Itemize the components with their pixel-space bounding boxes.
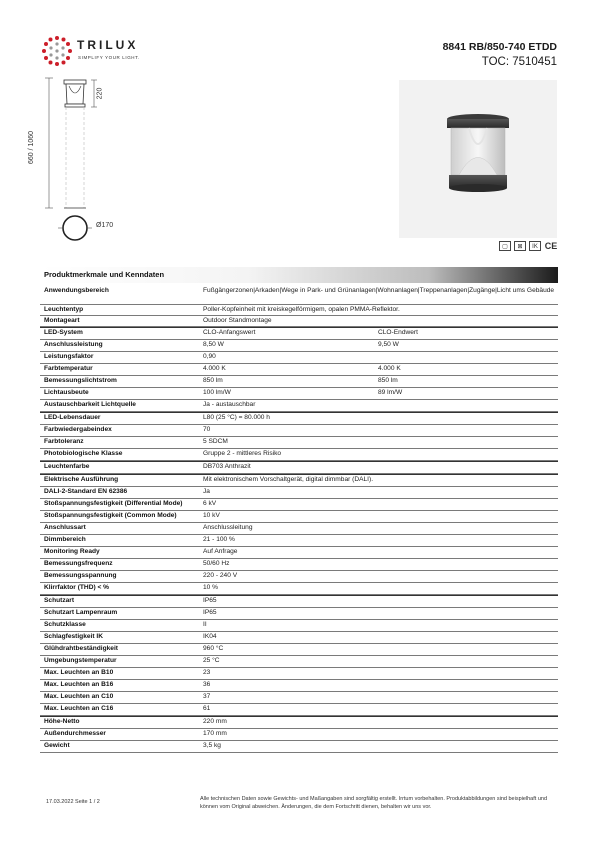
table-row — [40, 340, 558, 352]
row-value: DB703 Anthrazit — [203, 463, 251, 470]
row-label: Austauschbarkeit Lichtquelle — [44, 401, 136, 408]
table-row — [40, 511, 558, 523]
table-row — [40, 704, 558, 716]
brand-tagline: SIMPLIFY YOUR LIGHT. — [78, 55, 140, 60]
row-value: Ja — [203, 488, 210, 495]
table-row — [40, 656, 558, 668]
footer-disclaimer: Alle technischen Daten sowie Gewichts- und Maßangaben sind sorgfältig erstellt. Irrtum vorbehalten. Produktabbildungen sind beispielhaft und können vom Original abweichen. Änderungen, die dem Fortschritt dienen, behalten wir uns vor. — [200, 796, 548, 810]
table-row — [40, 412, 558, 425]
footer-date-page: 17.03.2022 Seite 1 / 2 — [46, 799, 100, 805]
row-value: 8,50 W — [203, 341, 224, 348]
row-label: Monitoring Ready — [44, 548, 100, 555]
row-label: Außendurchmesser — [44, 730, 106, 737]
row-value: Mit elektronischem Vorschaltgerät, digital dimmbar (DALI). — [203, 476, 374, 483]
row-label: Lichtausbeute — [44, 389, 89, 396]
row-label: Max. Leuchten an C10 — [44, 693, 114, 700]
row-label: Anschlussart — [44, 524, 86, 531]
table-row — [40, 474, 558, 487]
row-label: Leistungsfaktor — [44, 353, 94, 360]
row-label: Glühdrahtbeständigkeit — [44, 645, 119, 652]
row-value: 4.000 K — [203, 365, 226, 372]
table-row — [40, 461, 558, 474]
row-value: 220 mm — [203, 718, 227, 725]
row-label: Bemessungslichtstrom — [44, 377, 117, 384]
class-ii-icon: ▢ — [499, 241, 511, 251]
product-photo — [399, 80, 557, 238]
row-value: CLO-Anfangswert — [203, 329, 256, 336]
row-label: Stoßspannungsfestigkeit (Differential Mode) — [44, 500, 183, 507]
table-row — [40, 692, 558, 704]
row-value: 960 °C — [203, 645, 224, 652]
table-row — [40, 499, 558, 511]
row-label: LED-Lebensdauer — [44, 414, 101, 421]
row-value: 220 - 240 V — [203, 572, 238, 579]
row-value: L80 (25 °C) = 80.000 h — [203, 414, 270, 421]
row-label: Elektrische Ausführung — [44, 476, 119, 483]
row-label: Stoßspannungsfestigkeit (Common Mode) — [44, 512, 177, 519]
table-row — [40, 425, 558, 437]
row-value-secondary: CLO-Endwert — [378, 329, 418, 336]
row-label: Umgebungstemperatur — [44, 657, 117, 664]
table-row — [40, 305, 558, 316]
row-value: IK04 — [203, 633, 217, 640]
row-label: Farbtemperatur — [44, 365, 93, 372]
row-value: IP65 — [203, 609, 217, 616]
row-label: Farbwiedergabeindex — [44, 426, 112, 433]
bollard-head-image — [399, 80, 557, 238]
table-row — [40, 716, 558, 729]
row-value: Auf Anfrage — [203, 548, 238, 555]
row-label: Schlagfestigkeit IK — [44, 633, 103, 640]
row-value: 61 — [203, 705, 211, 712]
trilux-logo — [40, 34, 160, 70]
row-label: Höhe-Netto — [44, 718, 80, 725]
row-label: Anschlussleistung — [44, 341, 103, 348]
table-row — [40, 286, 558, 305]
row-value: 25 °C — [203, 657, 220, 664]
row-label: Schutzart — [44, 597, 75, 604]
row-value: Fußgängerzonen|Arkaden|Wege in Park- und Grünanlagen|Wohnanlagen|Treppenanlagen|Zugänge|Licht ums Gebäude — [203, 287, 555, 294]
row-value-secondary: 850 lm — [378, 377, 398, 384]
table-row — [40, 547, 558, 559]
row-label: Anwendungsbereich — [44, 287, 109, 294]
row-label: Leuchtentyp — [44, 306, 84, 313]
row-value: 37 — [203, 693, 211, 700]
row-label: Schutzklasse — [44, 621, 86, 628]
ik-icon: IK — [529, 241, 541, 251]
row-value: 70 — [203, 426, 211, 433]
table-row — [40, 327, 558, 340]
no-rubbish-icon: ⊠ — [514, 241, 526, 251]
row-value: 36 — [203, 681, 211, 688]
row-value: Gruppe 2 - mittleres Risiko — [203, 450, 282, 457]
row-label: Dimmbereich — [44, 536, 86, 543]
table-row — [40, 376, 558, 388]
table-row — [40, 571, 558, 583]
row-label: Max. Leuchten an B16 — [44, 681, 114, 688]
dimension-drawing-svg — [28, 76, 138, 246]
table-row — [40, 583, 558, 595]
row-value: Anschlussleitung — [203, 524, 253, 531]
row-value: 0,90 — [203, 353, 216, 360]
row-label: LED-System — [44, 329, 83, 336]
table-row — [40, 729, 558, 741]
row-label: Farbtoleranz — [44, 438, 84, 445]
row-value: 100 lm/W — [203, 389, 231, 396]
row-label: Bemessungsfrequenz — [44, 560, 113, 567]
dim-height-top-label: 220 — [96, 87, 104, 100]
row-value: Outdoor Standmontage — [203, 317, 272, 324]
row-value-secondary: 4.000 K — [378, 365, 401, 372]
table-row — [40, 644, 558, 656]
table-row — [40, 523, 558, 535]
row-label: Photobiologische Klasse — [44, 450, 123, 457]
row-value: 6 kV — [203, 500, 217, 507]
row-label: Schutzart Lampenraum — [44, 609, 118, 616]
table-row — [40, 608, 558, 620]
table-row — [40, 400, 558, 412]
row-value-secondary: 9,50 W — [378, 341, 399, 348]
row-value: 3,5 kg — [203, 742, 221, 749]
row-value: II — [203, 621, 207, 628]
table-row — [40, 632, 558, 644]
row-label: DALI-2-Standard EN 62386 — [44, 488, 128, 495]
spec-table — [40, 286, 558, 753]
table-row — [40, 680, 558, 692]
table-row — [40, 559, 558, 571]
row-label: Leuchtenfarbe — [44, 463, 90, 470]
table-row — [40, 437, 558, 449]
table-row — [40, 388, 558, 400]
table-row — [40, 535, 558, 547]
row-label: Max. Leuchten an C16 — [44, 705, 114, 712]
row-label: Bemessungsspannung — [44, 572, 117, 579]
brand-name: TRILUX — [77, 38, 139, 52]
table-row — [40, 364, 558, 376]
row-value: IP65 — [203, 597, 217, 604]
toc-number: TOC: 7510451 — [481, 56, 557, 68]
row-value-secondary: 89 lm/W — [378, 389, 403, 396]
row-label: Max. Leuchten an B10 — [44, 669, 114, 676]
table-row — [40, 449, 558, 461]
row-value: 23 — [203, 669, 211, 676]
section-header — [40, 267, 558, 283]
row-value: Poller-Kopfeinheit mit kreiskegelförmigem, opalen PMMA-Reflektor. — [203, 306, 400, 313]
row-value: 21 - 100 % — [203, 536, 235, 543]
table-row — [40, 352, 558, 364]
row-value: 850 lm — [203, 377, 223, 384]
row-label: Montageart — [44, 317, 80, 324]
product-code: 8841 RB/850-740 ETDD — [442, 41, 557, 53]
table-row — [40, 668, 558, 680]
dim-height-total-label: 660 / 1060 — [28, 130, 36, 165]
row-label: Klirrfaktor (THD) < % — [44, 584, 110, 591]
row-label: Gewicht — [44, 742, 70, 749]
dim-diameter-label: Ø170 — [96, 222, 114, 229]
dimension-drawing — [28, 76, 138, 246]
row-value: 10 kV — [203, 512, 220, 519]
table-row — [40, 741, 558, 753]
table-row — [40, 316, 558, 327]
certification-icons — [499, 240, 558, 252]
row-value: 5 SDCM — [203, 438, 228, 445]
row-value: 50/60 Hz — [203, 560, 230, 567]
row-value: 10 % — [203, 584, 219, 591]
table-row — [40, 620, 558, 632]
table-row — [40, 487, 558, 499]
section-title: Produktmerkmale und Kenndaten — [44, 270, 165, 279]
row-value: Ja - austauschbar — [203, 401, 256, 408]
row-value: 170 mm — [203, 730, 227, 737]
table-row — [40, 595, 558, 608]
trilux-logo-mark-icon — [40, 34, 74, 68]
ce-mark-icon: CE — [544, 241, 558, 251]
